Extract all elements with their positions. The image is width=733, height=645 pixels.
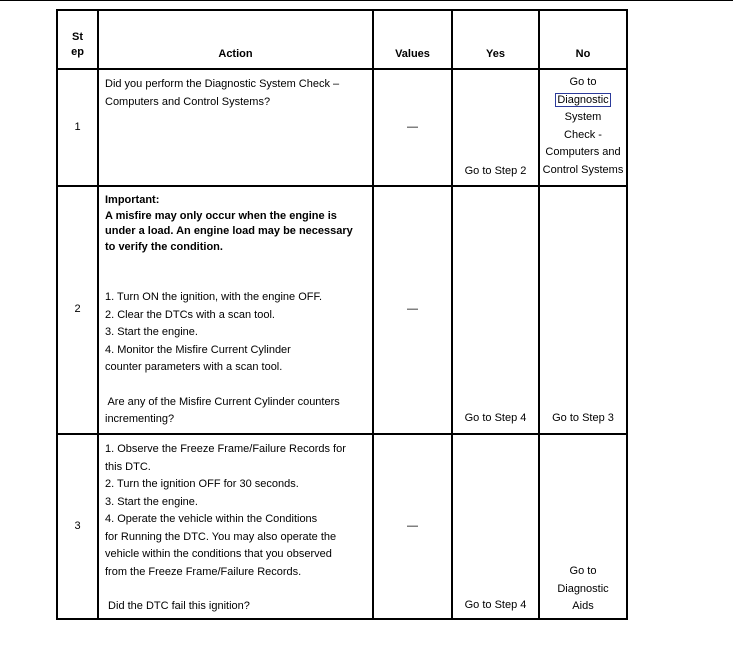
important-note bbox=[105, 193, 366, 255]
table-row-step-3 bbox=[57, 434, 627, 619]
table-row-step-1 bbox=[57, 69, 627, 186]
header-action: Action bbox=[98, 10, 373, 69]
no-cell bbox=[539, 186, 627, 434]
action-line: 2. Turn the ignition OFF for 30 seconds. bbox=[105, 478, 299, 490]
step-number: 1 bbox=[74, 121, 81, 133]
no-line: Control Systems bbox=[542, 163, 624, 176]
header-step bbox=[57, 10, 98, 69]
header-values: Values bbox=[373, 10, 452, 69]
no-cell bbox=[539, 434, 627, 619]
no-line: System bbox=[564, 111, 602, 123]
action-line: this DTC. bbox=[105, 460, 151, 473]
step-number: 2 bbox=[74, 303, 81, 315]
action-cell bbox=[98, 69, 373, 186]
important-line: A misfire may only occur when the engine is bbox=[105, 209, 337, 222]
header-step-line2: ep bbox=[71, 46, 84, 58]
no-line: Go to bbox=[569, 565, 597, 577]
action-line: for Running the DTC. You may also operate the bbox=[105, 530, 337, 543]
action-cell bbox=[98, 186, 373, 434]
action-line: 1. Observe the Freeze Frame/Failure Records for bbox=[105, 443, 346, 455]
diagnostic-table bbox=[56, 9, 628, 620]
step-cell bbox=[57, 434, 98, 619]
important-line: to verify the condition. bbox=[105, 240, 223, 253]
no-cell bbox=[539, 69, 627, 186]
yes-cell bbox=[452, 434, 539, 619]
action-line: 1. Turn ON the ignition, with the engine OFF. bbox=[105, 291, 323, 303]
action-cell bbox=[98, 434, 373, 619]
diagnostic-link[interactable]: Diagnostic bbox=[557, 93, 609, 106]
step-cell bbox=[57, 69, 98, 186]
action-line: 3. Start the engine. bbox=[105, 326, 198, 338]
step-number: 3 bbox=[74, 520, 81, 532]
values-cell bbox=[373, 434, 452, 619]
no-line: Go to bbox=[569, 76, 597, 88]
values-cell bbox=[373, 186, 452, 434]
important-line: under a load. An engine load may be necessary bbox=[105, 225, 353, 237]
action-line: vehicle within the conditions that you observed bbox=[105, 548, 332, 560]
question-line: incrementing? bbox=[105, 413, 175, 425]
no-line: Computers and bbox=[545, 146, 621, 158]
header-no: No bbox=[539, 10, 627, 69]
action-line: 4. Operate the vehicle within the Conditions bbox=[105, 513, 318, 525]
values-dash: — bbox=[407, 520, 418, 532]
yes-action: Go to Step 4 bbox=[464, 599, 527, 611]
header-step-line1: St bbox=[72, 31, 83, 43]
yes-cell bbox=[452, 186, 539, 434]
action-line: counter parameters with a scan tool. bbox=[105, 361, 283, 373]
yes-action: Go to Step 2 bbox=[464, 165, 527, 177]
step-cell bbox=[57, 186, 98, 434]
no-line: Check - bbox=[564, 128, 602, 141]
action-line: Did you perform the Diagnostic System Check – bbox=[105, 78, 340, 90]
yes-cell bbox=[452, 69, 539, 186]
question-line: Did the DTC fail this ignition? bbox=[105, 600, 250, 612]
values-dash: — bbox=[407, 303, 418, 315]
important-line: Important: bbox=[105, 194, 160, 206]
top-rule bbox=[0, 0, 733, 1]
values-cell bbox=[373, 69, 452, 186]
yes-action: Go to Step 4 bbox=[464, 412, 527, 424]
table-row-step-2 bbox=[57, 186, 627, 434]
no-line: Aids bbox=[572, 600, 594, 612]
action-line: from the Freeze Frame/Failure Records. bbox=[105, 565, 302, 578]
no-line: Diagnostic bbox=[557, 582, 609, 595]
action-line: 2. Clear the DTCs with a scan tool. bbox=[105, 308, 275, 321]
action-line: Computers and Control Systems? bbox=[105, 95, 271, 108]
header-yes: Yes bbox=[452, 10, 539, 69]
no-action: Go to Step 3 bbox=[552, 412, 614, 424]
action-line: 4. Monitor the Misfire Current Cylinder bbox=[105, 343, 291, 356]
question-line: Are any of the Misfire Current Cylinder counters bbox=[105, 395, 340, 408]
action-line: 3. Start the engine. bbox=[105, 495, 198, 508]
header-row bbox=[57, 10, 627, 69]
values-dash: — bbox=[407, 121, 418, 133]
